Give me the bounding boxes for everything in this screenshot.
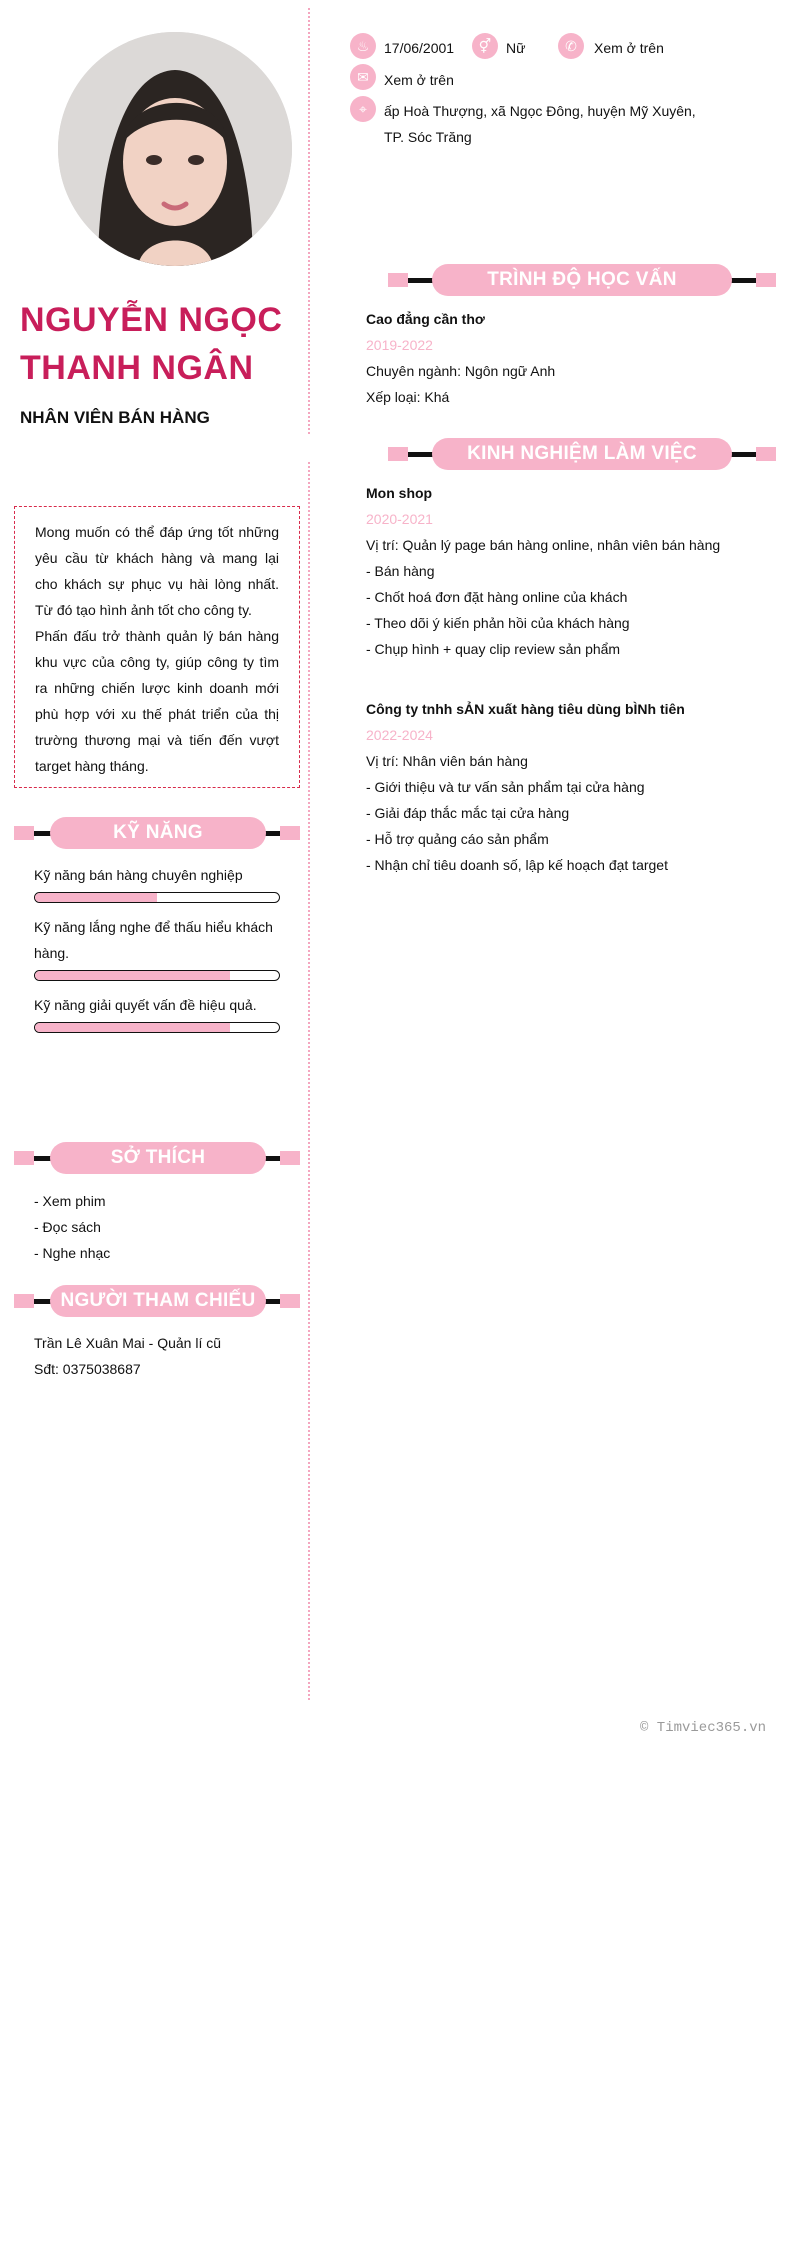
education-grade: Xếp loại: Khá <box>366 389 450 405</box>
heading-left-marker <box>14 1151 34 1165</box>
objective-paragraph-2: Phấn đấu trở thành quản lý bán hàng khu vực của công ty, giúp công ty tìm ra những chiến lược kinh doanh mới phù hợp với xu thế phát triển của thị trường thương mại và tiến đến vượt target hàng tháng. <box>35 628 279 774</box>
email-text: Xem ở trên <box>384 72 454 88</box>
job-title: NHÂN VIÊN BÁN HÀNG <box>20 408 210 427</box>
skill-label-3: Kỹ năng giải quyết vấn đề hiệu quả. <box>34 997 257 1013</box>
name-line-1: NGUYỄN NGỌC <box>20 301 283 339</box>
experience-heading <box>388 438 776 470</box>
job-company: Công ty tnhh sẢN xuất hàng tiêu dùng bÌNh tiên <box>366 701 685 717</box>
heading-right-marker <box>280 1151 300 1165</box>
heading-left-marker <box>388 273 408 287</box>
education-heading-label: TRÌNH ĐỘ HỌC VẤN <box>432 264 732 296</box>
skills-heading-label: KỸ NĂNG <box>50 817 266 849</box>
phone-text: Xem ở trên <box>594 40 664 56</box>
hobby-item: - Xem phim <box>34 1193 106 1209</box>
job-task: - Chụp hình + quay clip review sản phẩm <box>366 641 621 657</box>
hobbies-heading-label: SỞ THÍCH <box>50 1142 266 1174</box>
skill-bar-2 <box>34 970 280 981</box>
references-heading-label: NGƯỜI THAM CHIẾU <box>50 1285 266 1317</box>
avatar-photo <box>58 32 292 266</box>
skill-bar-1 <box>34 892 280 903</box>
job-task: - Theo dõi ý kiến phản hồi của khách hàng <box>366 615 630 631</box>
name-line-2: THANH NGÂN <box>20 349 254 387</box>
education-heading <box>388 264 776 296</box>
heading-left-marker <box>388 447 408 461</box>
job-task: - Giải đáp thắc mắc tại cửa hàng <box>366 805 570 821</box>
heading-right-marker <box>756 447 776 461</box>
column-divider-top <box>308 8 310 434</box>
avatar <box>58 32 292 266</box>
job-task: - Hỗ trợ quảng cáo sản phẩm <box>366 831 549 847</box>
candidate-name <box>20 296 300 392</box>
objective-paragraph-1: Mong muốn có thể đáp ứng tốt những yêu cầu từ khách hàng và mang lại cho khách sự phục vụ hài lòng nhất. Từ đó tạo hình ảnh tốt cho công ty. <box>35 524 279 618</box>
job-period: 2020-2021 <box>366 511 433 527</box>
heading-right-marker <box>280 826 300 840</box>
job-task: - Chốt hoá đơn đặt hàng online của khách <box>366 589 628 605</box>
hobby-item: - Đọc sách <box>34 1219 101 1235</box>
reference-phone: Sđt: 0375038687 <box>34 1361 141 1377</box>
gender-text: Nữ <box>506 40 526 56</box>
skill-bar-2-fill <box>35 971 230 980</box>
references-heading <box>14 1285 300 1317</box>
heading-right-marker <box>756 273 776 287</box>
job-task: - Giới thiệu và tư vấn sản phẩm tại cửa hàng <box>366 779 645 795</box>
birthday-text: 17/06/2001 <box>384 40 455 56</box>
experience-heading-label: KINH NGHIỆM LÀM VIỆC <box>432 438 732 470</box>
reference-name: Trần Lê Xuân Mai - Quản lí cũ <box>34 1335 222 1351</box>
job-task: - Nhận chỉ tiêu doanh số, lập kế hoạch đạt target <box>366 857 668 873</box>
hobby-item: - Nghe nhạc <box>34 1245 111 1261</box>
job-period: 2022-2024 <box>366 727 433 743</box>
email-icon: ✉ <box>350 64 376 90</box>
watermark-link[interactable]: © Timviec365.vn <box>640 1720 767 1736</box>
address-pin-icon: ⌖ <box>350 96 376 122</box>
heading-right-marker <box>280 1294 300 1308</box>
skill-bar-3 <box>34 1022 280 1033</box>
career-objective-box <box>14 506 300 788</box>
skill-bar-3-fill <box>35 1023 230 1032</box>
education-major: Chuyên ngành: Ngôn ngữ Anh <box>366 363 556 379</box>
address-line-1: ấp Hoà Thượng, xã Ngọc Đông, huyện Mỹ Xuyên, <box>384 103 696 119</box>
skills-heading <box>14 817 300 849</box>
skill-label-2: Kỹ năng lắng nghe để thấu hiểu khách hàng. <box>34 919 273 961</box>
job-position: Vị trí: Quản lý page bán hàng online, nhân viên bán hàng <box>366 537 721 553</box>
education-school: Cao đẳng cần thơ <box>366 311 485 327</box>
phone-icon: ✆ <box>558 33 584 59</box>
job-company: Mon shop <box>366 485 433 501</box>
job-task: - Bán hàng <box>366 563 435 579</box>
address-line-2: TP. Sóc Trăng <box>384 129 472 145</box>
column-divider-bottom <box>308 462 310 1700</box>
education-period: 2019-2022 <box>366 337 433 353</box>
skill-bar-1-fill <box>35 893 157 902</box>
hobbies-heading <box>14 1142 300 1174</box>
gender-icon: ⚥ <box>472 33 498 59</box>
job-position: Vị trí: Nhân viên bán hàng <box>366 753 528 769</box>
heading-left-marker <box>14 1294 34 1308</box>
skill-label-1: Kỹ năng bán hàng chuyên nghiệp <box>34 867 243 883</box>
heading-left-marker <box>14 826 34 840</box>
birthday-cake-icon: ♨ <box>350 33 376 59</box>
